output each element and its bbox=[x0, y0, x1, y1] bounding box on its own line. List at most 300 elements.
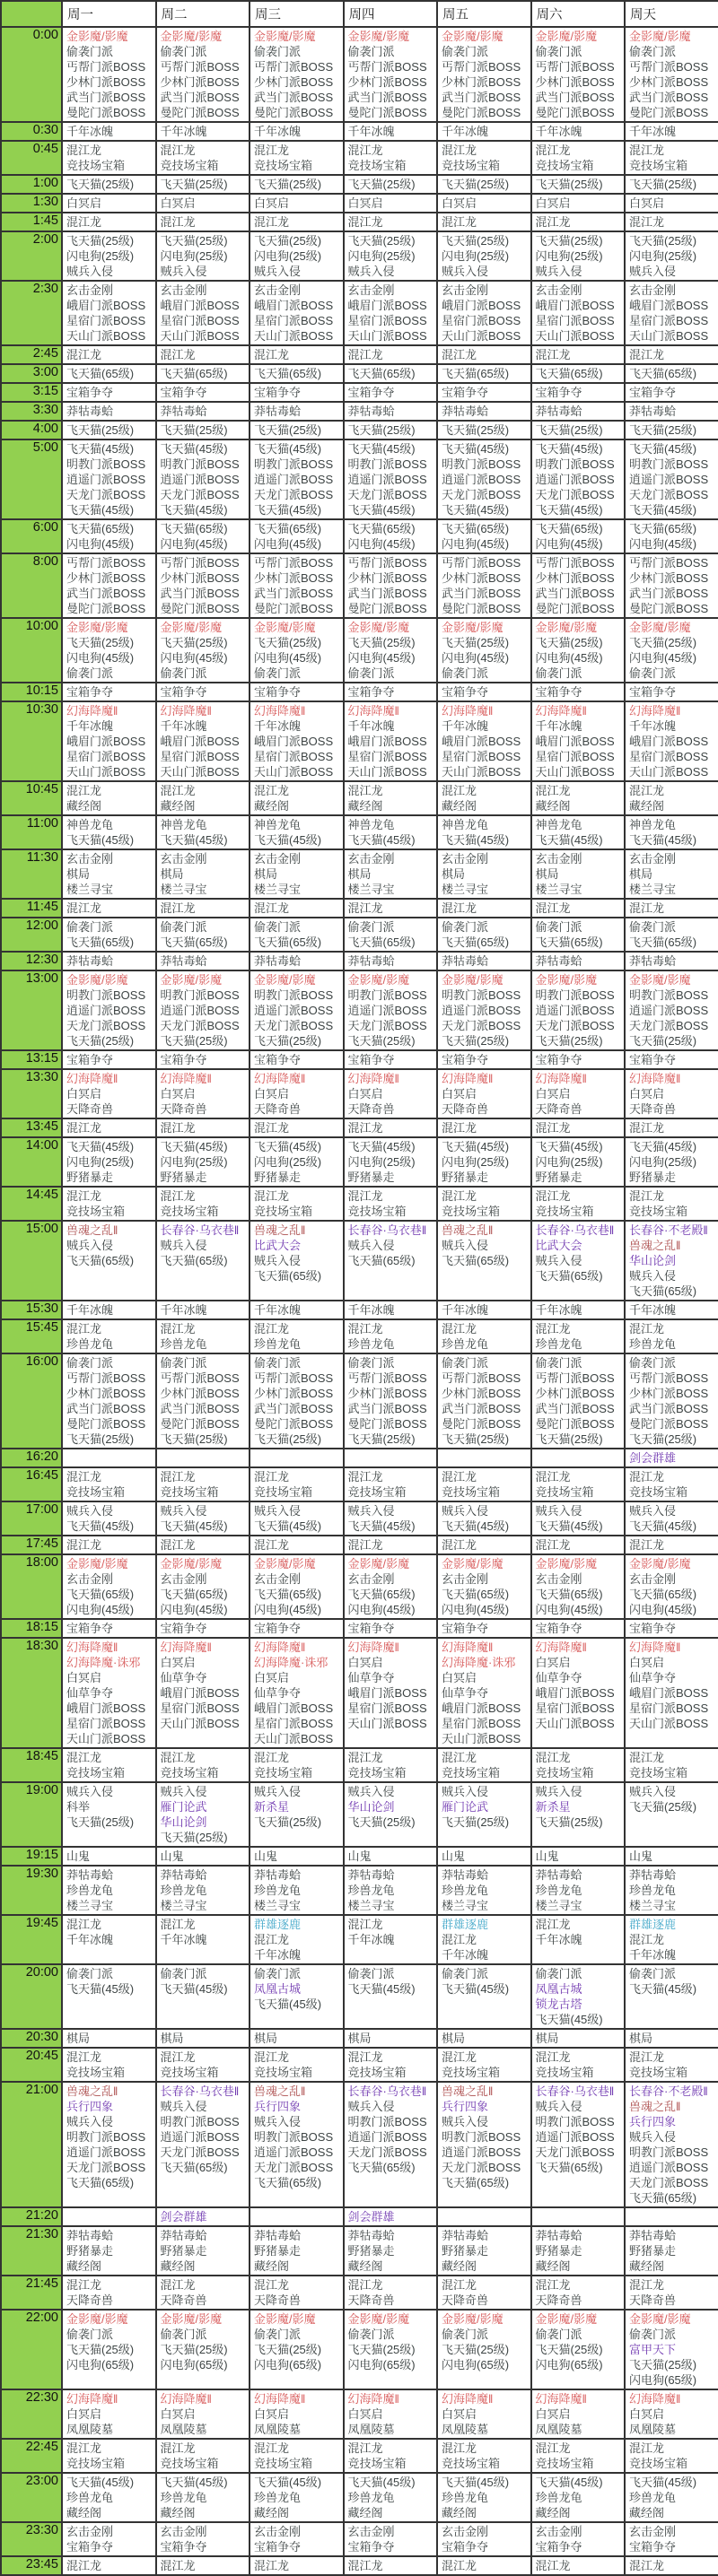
event-cell bbox=[625, 1319, 718, 1353]
event-cell bbox=[250, 1915, 344, 1964]
event-cell bbox=[250, 213, 344, 231]
event-cell bbox=[437, 2276, 531, 2310]
event-cell bbox=[625, 439, 718, 519]
event-item: 莽牯毒蛤 bbox=[160, 2229, 207, 2242]
event-cell bbox=[62, 1866, 156, 1915]
event-item: 贼兵入侵 bbox=[254, 1785, 302, 1798]
event-item: 混江龙 bbox=[254, 784, 290, 797]
event-item: 峨眉门派BOSS bbox=[535, 1686, 615, 1700]
event-cell bbox=[156, 1069, 250, 1118]
event-cell bbox=[156, 1619, 250, 1638]
event-cell bbox=[62, 2389, 156, 2439]
event-item: 混江龙 bbox=[535, 1121, 571, 1135]
event-cell bbox=[437, 1748, 531, 1782]
event-item: 金影魔/影魔 bbox=[160, 30, 223, 43]
event-item: 棋局 bbox=[66, 2032, 91, 2045]
event-item: 金影魔/影魔 bbox=[66, 30, 128, 43]
event-item: 楼兰寻宝 bbox=[347, 883, 395, 896]
event-item: 混江龙 bbox=[629, 1189, 665, 1203]
event-item: 曼陀门派BOSS bbox=[347, 1417, 427, 1431]
event-cell bbox=[344, 815, 438, 849]
event-cell bbox=[250, 175, 344, 194]
event-item: 贼兵入侵 bbox=[535, 1785, 582, 1798]
event-item: 莽牯毒蛤 bbox=[160, 405, 207, 418]
event-cell bbox=[250, 1554, 344, 1619]
event-cell bbox=[625, 2048, 718, 2082]
event-item: 星宿门派BOSS bbox=[535, 1701, 615, 1715]
event-item: 峨眉门派BOSS bbox=[254, 299, 334, 312]
event-item: 珍兽龙龟 bbox=[629, 2491, 677, 2504]
event-item: 混江龙 bbox=[160, 2559, 196, 2572]
event-item: 飞天猫(65级) bbox=[254, 367, 322, 380]
event-cell bbox=[531, 1554, 626, 1619]
event-item: 混江龙 bbox=[347, 144, 383, 157]
event-item: 混江龙 bbox=[629, 348, 665, 361]
event-item: 雁门论武 bbox=[160, 1800, 207, 1814]
event-cell bbox=[156, 1554, 250, 1619]
event-item: 贼兵入侵 bbox=[347, 1785, 395, 1798]
event-item: 混江龙 bbox=[254, 2278, 290, 2292]
event-item: 金影魔/影魔 bbox=[254, 1557, 316, 1571]
event-item: 混江龙 bbox=[629, 1538, 665, 1552]
event-item: 莽牯毒蛤 bbox=[254, 954, 302, 968]
event-cell bbox=[531, 213, 626, 231]
event-item: 白冥启 bbox=[535, 2407, 571, 2421]
event-item: 飞天猫(45级) bbox=[535, 503, 603, 517]
event-item: 富甲天下 bbox=[629, 2343, 677, 2356]
event-item: 飞天猫(65级) bbox=[629, 367, 697, 380]
event-cell bbox=[531, 1301, 626, 1319]
event-item: 竞技场宝箱 bbox=[629, 1485, 688, 1499]
event-item: 楼兰寻宝 bbox=[535, 1899, 582, 1912]
event-item: 兵行四象 bbox=[66, 2100, 114, 2113]
event-item: 金影魔/影魔 bbox=[629, 621, 691, 634]
event-item: 丐帮门派BOSS bbox=[160, 1371, 240, 1385]
event-item: 天龙门派BOSS bbox=[66, 1019, 146, 1032]
event-item: 混江龙 bbox=[254, 2559, 290, 2572]
event-item: 白冥启 bbox=[347, 1656, 383, 1669]
event-item: 玄击金刚 bbox=[442, 852, 489, 866]
event-item: 混江龙 bbox=[254, 348, 290, 361]
event-item: 天降奇兽 bbox=[66, 2293, 114, 2307]
event-item: 莽牯毒蛤 bbox=[160, 1868, 207, 1882]
event-item: 玄击金刚 bbox=[160, 1572, 207, 1586]
event-item: 混江龙 bbox=[66, 1918, 102, 1931]
event-cell bbox=[625, 781, 718, 815]
event-item: 飞天猫(65级) bbox=[629, 1588, 697, 1601]
event-item: 长春谷·乌衣巷‖ bbox=[535, 2084, 615, 2098]
event-item: 千年冰魄 bbox=[629, 1948, 677, 1962]
event-item: 天山门派BOSS bbox=[535, 1717, 615, 1730]
event-item: 竞技场宝箱 bbox=[160, 2457, 219, 2470]
event-cell bbox=[437, 683, 531, 701]
event-item: 混江龙 bbox=[442, 1933, 477, 1946]
event-item: 宝箱争夺 bbox=[442, 2540, 489, 2554]
event-item: 凤凰古城 bbox=[254, 1982, 302, 1996]
event-cell bbox=[156, 2029, 250, 2048]
event-item: 混江龙 bbox=[160, 1918, 196, 1931]
event-item: 峨眉门派BOSS bbox=[347, 1686, 427, 1700]
schedule-row bbox=[1, 402, 718, 421]
event-item: 楼兰寻宝 bbox=[66, 1899, 114, 1912]
event-item: 竞技场宝箱 bbox=[254, 2066, 313, 2079]
event-cell bbox=[625, 2029, 718, 2048]
event-cell bbox=[62, 141, 156, 175]
event-item: 偷袭门派 bbox=[347, 666, 395, 680]
event-item: 偷袭门派 bbox=[254, 666, 302, 680]
event-item: 混江龙 bbox=[160, 1751, 196, 1764]
time-label: 0:00 bbox=[1, 27, 62, 122]
event-item: 曼陀门派BOSS bbox=[160, 1417, 240, 1431]
event-cell bbox=[250, 618, 344, 683]
event-cell bbox=[62, 1221, 156, 1301]
event-cell bbox=[531, 815, 626, 849]
event-cell bbox=[62, 194, 156, 213]
event-item: 闪电狗(25级) bbox=[442, 1155, 510, 1169]
event-item: 少林门派BOSS bbox=[160, 75, 240, 89]
schedule-row bbox=[1, 1118, 718, 1137]
event-item: 竞技场宝箱 bbox=[442, 1205, 501, 1218]
event-cell bbox=[156, 1449, 250, 1467]
time-label: 18:00 bbox=[1, 1554, 62, 1619]
event-item: 闪电狗(25级) bbox=[254, 1155, 322, 1169]
event-item: 宝箱争夺 bbox=[254, 2540, 302, 2554]
event-cell bbox=[250, 1501, 344, 1536]
event-item: 贼兵入侵 bbox=[347, 1239, 395, 1252]
event-item: 闪电狗(65级) bbox=[254, 2358, 322, 2371]
event-item: 藏经阁 bbox=[254, 2259, 290, 2273]
schedule-row bbox=[1, 122, 718, 141]
event-cell bbox=[62, 701, 156, 781]
event-cell bbox=[531, 1449, 626, 1467]
schedule-row bbox=[1, 231, 718, 281]
event-item: 曼陀门派BOSS bbox=[254, 106, 334, 119]
event-item: 混江龙 bbox=[535, 1189, 571, 1203]
event-item: 剑会群雄 bbox=[160, 2210, 207, 2224]
event-item: 混江龙 bbox=[442, 901, 477, 915]
event-cell bbox=[531, 952, 626, 970]
event-item: 混江龙 bbox=[254, 215, 290, 229]
event-cell bbox=[250, 27, 344, 122]
event-item: 混江龙 bbox=[629, 901, 665, 915]
event-cell bbox=[625, 519, 718, 553]
event-item: 千年冰魄 bbox=[66, 719, 114, 733]
event-cell bbox=[62, 1554, 156, 1619]
event-item: 飞天猫(65级) bbox=[535, 1269, 603, 1283]
event-item: 宝箱争夺 bbox=[160, 2540, 207, 2554]
event-item: 藏经阁 bbox=[347, 2506, 383, 2519]
event-item: 白冥启 bbox=[347, 196, 383, 210]
event-cell bbox=[625, 27, 718, 122]
event-item: 玄击金刚 bbox=[160, 2525, 207, 2538]
event-item: 野猪暴走 bbox=[347, 2244, 395, 2258]
event-cell bbox=[62, 1319, 156, 1353]
event-item: 星宿门派BOSS bbox=[347, 750, 427, 763]
event-cell bbox=[625, 899, 718, 918]
event-item: 飞天猫(65级) bbox=[629, 522, 697, 535]
event-item: 混江龙 bbox=[347, 1918, 383, 1931]
event-cell bbox=[344, 1964, 438, 2029]
event-item: 飞天猫(25级) bbox=[66, 1034, 135, 1048]
event-item: 飞天猫(25级) bbox=[347, 636, 416, 649]
event-item: 偷袭门派 bbox=[160, 1967, 207, 1980]
event-item: 新杀星 bbox=[535, 1800, 571, 1814]
event-item: 竞技场宝箱 bbox=[160, 1766, 219, 1780]
event-item: 白冥启 bbox=[254, 196, 290, 210]
event-item: 天龙门派BOSS bbox=[160, 1019, 240, 1032]
event-item: 金影魔/影魔 bbox=[535, 30, 598, 43]
event-item: 天降奇兽 bbox=[629, 1102, 677, 1116]
event-item: 竞技场宝箱 bbox=[629, 2066, 688, 2079]
event-item: 飞天猫(25级) bbox=[66, 423, 135, 437]
event-item: 闪电狗(45级) bbox=[347, 1603, 416, 1616]
event-item: 混江龙 bbox=[629, 144, 665, 157]
event-item: 幻海降魔‖ bbox=[254, 2392, 306, 2406]
event-item: 逍遥门派BOSS bbox=[66, 473, 146, 486]
event-cell bbox=[250, 141, 344, 175]
event-item: 华山论剑 bbox=[160, 1815, 207, 1829]
event-item: 长春谷·乌衣巷‖ bbox=[160, 1223, 240, 1237]
event-item: 天降奇兽 bbox=[629, 2293, 677, 2307]
event-item: 玄击金刚 bbox=[160, 283, 207, 297]
event-item: 飞天猫(25级) bbox=[254, 636, 322, 649]
event-item: 贼兵入侵 bbox=[442, 1504, 489, 1518]
event-item: 闪电狗(45级) bbox=[254, 1603, 322, 1616]
event-item: 金影魔/影魔 bbox=[254, 973, 316, 987]
event-item: 飞天猫(65级) bbox=[442, 1588, 510, 1601]
event-cell bbox=[156, 2048, 250, 2082]
event-item: 飞天猫(45级) bbox=[160, 442, 228, 456]
event-item: 天山门派BOSS bbox=[442, 329, 521, 343]
event-item: 金影魔/影魔 bbox=[535, 2312, 598, 2326]
event-item: 天龙门派BOSS bbox=[254, 1019, 334, 1032]
event-item: 宝箱争夺 bbox=[254, 1622, 302, 1635]
event-item: 少林门派BOSS bbox=[347, 75, 427, 89]
day-header-3: 周三 bbox=[250, 1, 344, 27]
schedule-row bbox=[1, 1301, 718, 1319]
event-item: 宝箱争夺 bbox=[629, 386, 677, 399]
event-item: 偷袭门派 bbox=[629, 45, 677, 58]
event-cell bbox=[531, 122, 626, 141]
event-item: 玄击金刚 bbox=[66, 1572, 114, 1586]
event-cell bbox=[344, 553, 438, 618]
event-item: 棋局 bbox=[160, 867, 184, 881]
event-item: 幻海降魔·诛邪 bbox=[442, 1656, 516, 1669]
event-cell bbox=[250, 899, 344, 918]
event-cell bbox=[344, 402, 438, 421]
day-header-7: 周天 bbox=[625, 1, 718, 27]
event-item: 藏经阁 bbox=[254, 2506, 290, 2519]
event-cell bbox=[531, 1353, 626, 1449]
event-cell bbox=[62, 2029, 156, 2048]
schedule-row bbox=[1, 519, 718, 553]
event-item: 混江龙 bbox=[629, 2559, 665, 2572]
event-item: 混江龙 bbox=[535, 2441, 571, 2455]
event-item: 飞天猫(45级) bbox=[347, 1519, 416, 1533]
event-item: 白冥启 bbox=[442, 1671, 477, 1684]
event-item: 棋局 bbox=[442, 2032, 466, 2045]
event-item: 珍兽龙龟 bbox=[629, 1884, 677, 1897]
event-item: 贼兵入侵 bbox=[442, 1785, 489, 1798]
event-cell bbox=[156, 1915, 250, 1964]
event-cell bbox=[156, 899, 250, 918]
event-item: 竞技场宝箱 bbox=[66, 2066, 126, 2079]
event-item: 莽牯毒蛤 bbox=[160, 954, 207, 968]
event-item: 金影魔/影魔 bbox=[347, 973, 410, 987]
event-cell bbox=[344, 899, 438, 918]
event-cell bbox=[437, 849, 531, 899]
event-item: 长春谷·不老殿‖ bbox=[629, 2084, 708, 2098]
event-item: 贼兵入侵 bbox=[535, 1254, 582, 1267]
event-item: 星宿门派BOSS bbox=[535, 750, 615, 763]
event-cell bbox=[531, 1915, 626, 1964]
time-label: 20:45 bbox=[1, 2048, 62, 2082]
event-item: 飞天猫(65级) bbox=[629, 2191, 697, 2205]
event-item: 混江龙 bbox=[254, 901, 290, 915]
event-item: 山鬼 bbox=[442, 1849, 466, 1863]
schedule-row bbox=[1, 1619, 718, 1638]
event-item: 珍兽龙龟 bbox=[347, 1884, 395, 1897]
event-item: 混江龙 bbox=[442, 1751, 477, 1764]
event-item: 宝箱争夺 bbox=[629, 1622, 677, 1635]
event-item: 千年冰魄 bbox=[160, 1303, 207, 1317]
event-item: 竞技场宝箱 bbox=[535, 159, 594, 172]
event-cell bbox=[156, 1221, 250, 1301]
event-item: 混江龙 bbox=[629, 2050, 665, 2064]
event-item: 金影魔/影魔 bbox=[66, 973, 128, 987]
event-item: 闪电狗(45级) bbox=[160, 1603, 228, 1616]
event-item: 逍遥门派BOSS bbox=[629, 2161, 709, 2174]
event-cell bbox=[531, 364, 626, 383]
event-cell bbox=[250, 2082, 344, 2207]
event-item: 莽牯毒蛤 bbox=[535, 1868, 582, 1882]
event-item: 丐帮门派BOSS bbox=[254, 60, 334, 74]
event-item: 丐帮门派BOSS bbox=[254, 556, 334, 570]
event-item: 竞技场宝箱 bbox=[442, 2066, 501, 2079]
event-item: 混江龙 bbox=[254, 1751, 290, 1764]
event-item: 白冥启 bbox=[160, 1087, 196, 1101]
event-item: 偷袭门派 bbox=[160, 1356, 207, 1370]
event-item: 少林门派BOSS bbox=[160, 1387, 240, 1400]
event-cell bbox=[625, 1782, 718, 1847]
time-label: 2:00 bbox=[1, 231, 62, 281]
event-cell bbox=[625, 1050, 718, 1069]
event-cell bbox=[531, 1638, 626, 1748]
event-item: 混江龙 bbox=[535, 901, 571, 915]
event-item: 武当门派BOSS bbox=[160, 1402, 240, 1415]
event-item: 飞天猫(45级) bbox=[254, 833, 322, 847]
event-cell bbox=[62, 231, 156, 281]
event-item: 闪电狗(45级) bbox=[347, 651, 416, 665]
event-item: 千年冰魄 bbox=[160, 125, 207, 138]
event-item: 宝箱争夺 bbox=[442, 1622, 489, 1635]
event-cell bbox=[344, 1449, 438, 1467]
event-item: 天山门派BOSS bbox=[347, 1717, 427, 1730]
event-item: 兽魂之乱‖ bbox=[442, 2084, 494, 2098]
event-cell bbox=[250, 1536, 344, 1554]
event-item: 珍兽龙龟 bbox=[442, 1884, 489, 1897]
event-item: 飞天猫(25级) bbox=[535, 423, 603, 437]
event-item: 莽牯毒蛤 bbox=[254, 2229, 302, 2242]
event-item: 丐帮门派BOSS bbox=[347, 60, 427, 74]
event-cell bbox=[250, 1866, 344, 1915]
event-item: 天龙门派BOSS bbox=[629, 488, 709, 501]
time-label: 14:00 bbox=[1, 1137, 62, 1187]
event-item: 千年冰魄 bbox=[160, 1933, 207, 1946]
event-item: 混江龙 bbox=[347, 1470, 383, 1484]
event-item: 神兽龙龟 bbox=[535, 818, 582, 831]
event-item: 混江龙 bbox=[442, 215, 477, 229]
event-item: 混江龙 bbox=[347, 901, 383, 915]
event-item: 少林门派BOSS bbox=[347, 1387, 427, 1400]
event-cell bbox=[437, 781, 531, 815]
event-cell bbox=[344, 952, 438, 970]
event-item: 丐帮门派BOSS bbox=[347, 556, 427, 570]
event-item: 仙草争夺 bbox=[254, 1686, 302, 1700]
event-cell bbox=[250, 1847, 344, 1866]
event-item: 金影魔/影魔 bbox=[254, 2312, 316, 2326]
event-cell bbox=[250, 122, 344, 141]
event-item: 神兽龙龟 bbox=[347, 818, 395, 831]
event-item: 天降奇兽 bbox=[535, 2293, 582, 2307]
event-item: 幻海降魔‖ bbox=[629, 2392, 681, 2406]
event-cell bbox=[437, 1866, 531, 1915]
event-item: 楼兰寻宝 bbox=[535, 883, 582, 896]
event-item: 星宿门派BOSS bbox=[442, 1717, 521, 1730]
event-item: 飞天猫(25级) bbox=[347, 178, 416, 191]
schedule-row bbox=[1, 1069, 718, 1118]
event-item: 竞技场宝箱 bbox=[160, 2066, 219, 2079]
event-item: 飞天猫(65级) bbox=[66, 1254, 135, 1267]
event-cell bbox=[62, 815, 156, 849]
event-item: 飞天猫(65级) bbox=[66, 367, 135, 380]
event-item: 千年冰魄 bbox=[629, 1303, 677, 1317]
event-item: 竞技场宝箱 bbox=[442, 2457, 501, 2470]
event-item: 凤凰陵墓 bbox=[442, 2423, 489, 2436]
event-item: 竞技场宝箱 bbox=[254, 159, 313, 172]
event-cell bbox=[531, 175, 626, 194]
event-cell bbox=[344, 421, 438, 439]
event-item: 闪电狗(25级) bbox=[66, 1155, 135, 1169]
event-item: 宝箱争夺 bbox=[442, 386, 489, 399]
event-item: 玄击金刚 bbox=[347, 852, 395, 866]
event-item: 珍兽龙龟 bbox=[535, 1884, 582, 1897]
event-cell bbox=[625, 2226, 718, 2276]
event-item: 飞天猫(45级) bbox=[347, 442, 416, 456]
event-item: 峨眉门派BOSS bbox=[160, 1686, 240, 1700]
event-cell bbox=[437, 553, 531, 618]
event-cell bbox=[437, 519, 531, 553]
event-item: 飞天猫(25级) bbox=[535, 178, 603, 191]
event-cell bbox=[62, 402, 156, 421]
schedule-row bbox=[1, 553, 718, 618]
event-item: 宝箱争夺 bbox=[160, 1622, 207, 1635]
event-cell bbox=[344, 213, 438, 231]
event-item: 幻海降魔‖ bbox=[160, 1640, 212, 1654]
event-cell bbox=[250, 1782, 344, 1847]
event-item: 藏经阁 bbox=[629, 799, 665, 813]
event-cell bbox=[437, 1782, 531, 1847]
event-item: 天山门派BOSS bbox=[535, 765, 615, 779]
event-item: 混江龙 bbox=[535, 1470, 571, 1484]
event-item: 武当门派BOSS bbox=[66, 91, 146, 104]
event-cell bbox=[62, 2048, 156, 2082]
event-item: 凤凰古城 bbox=[535, 1982, 582, 1996]
schedule-row bbox=[1, 781, 718, 815]
event-cell bbox=[156, 1847, 250, 1866]
event-cell bbox=[531, 970, 626, 1050]
event-cell bbox=[437, 1118, 531, 1137]
